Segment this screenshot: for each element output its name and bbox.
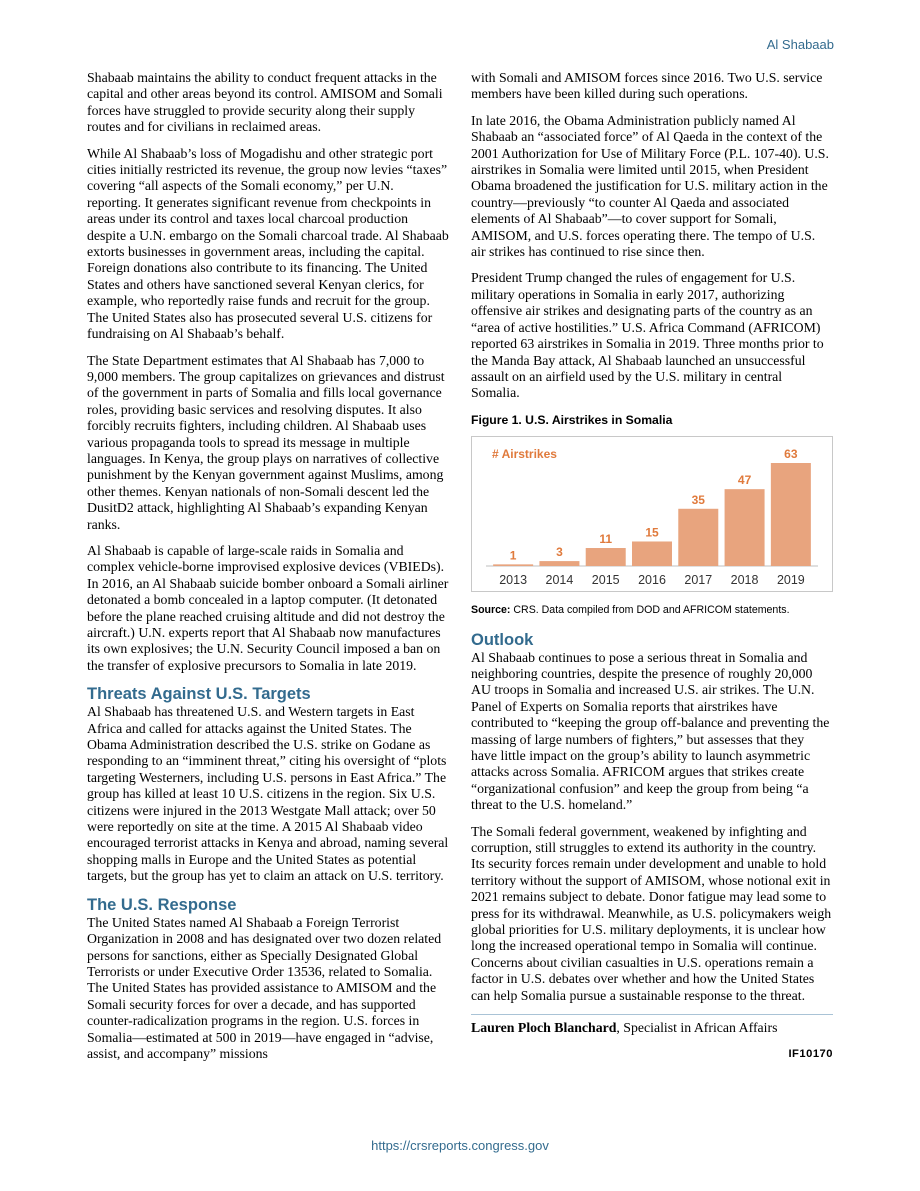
chart-svg (472, 437, 832, 591)
author-line (471, 1020, 833, 1036)
bar-2017 (678, 509, 718, 566)
x-tick-2018: 2018 (730, 573, 759, 588)
paragraph: President Trump changed the rules of engagement for U.S. military operations in Somalia in early 2017, authorizing offensive air strikes and designating parts of the country as an “area of active hostilities.” U.S. Africa Command (AFRICOM) reported 63 airstrikes in Somalia in 2019. Three months prior to the Manda Bay attack, Al Shabaab launched an unsuccessful assault on an airfield used by the U.S. military in central Somalia. (471, 270, 824, 401)
paragraph: Al Shabaab continues to pose a serious threat in Somalia and neighboring countries, despite the presence of roughly 20,000 AU troops in Somalia and increased U.S. air strikes. The U.N. Panel of Experts on Somalia reports that airstrikes have contributed to “keeping the group off-balance and preventing the massing of large numbers of fighters,” but assesses that they have little impact on the group’s ability to launch asymmetric attacks across Somalia. AFRICOM argues that strikes create “organizational confusion” and keep the group from being “a threat to the U.S. homeland.” (471, 649, 830, 813)
data-label-2015: 11 (599, 532, 613, 547)
paragraph: The Somali federal government, weakened by infighting and corruption, still struggles to extend its authority in the country. Its security forces remain under development and unable to hold territory without the support of AMISOM, whose notional exit in 2021 remains subject to debate. Donor fatigue may lead some to press for its withdrawal. Meanwhile, as U.S. policymakers weigh global priorities for U.S. military deployments, it is unclear how long the increased operational tempo in Somalia will continue. Concerns about civilian casualties in U.S. operations remain a factor in U.S. debates over whether and how the United States can help Somalia pursue a sustainable response to the threat. (471, 823, 832, 1003)
bar-2014 (539, 561, 579, 566)
product-code: IF10170 (788, 1048, 833, 1061)
bar-2018 (725, 489, 765, 566)
right-column (471, 70, 833, 1063)
x-tick-2019: 2019 (776, 573, 805, 588)
paragraph: with Somali and AMISOM forces since 2016. Two U.S. service members have been killed during such operations. (471, 70, 823, 102)
author-name: Lauren Ploch Blanchard (471, 1020, 617, 1036)
section-heading-threats: Threats Against U.S. Targets (87, 685, 311, 704)
source-text: CRS. Data compiled from DOD and AFRICOM statements. (510, 604, 790, 617)
running-title: Al Shabaab (766, 37, 834, 52)
data-label-2018: 47 (737, 473, 752, 488)
figure-title: Figure 1. U.S. Airstrikes in Somalia (471, 412, 673, 427)
section-heading-outlook: Outlook (471, 630, 534, 649)
bar-2015 (586, 548, 626, 566)
data-label-2016: 15 (645, 525, 659, 540)
x-tick-2014: 2014 (545, 573, 574, 588)
footer-url[interactable]: https://crsreports.congress.gov (371, 1138, 549, 1153)
chart-legend: # Airstrikes (492, 447, 557, 462)
x-tick-2017: 2017 (684, 573, 713, 588)
paragraph: While Al Shabaab’s loss of Mogadishu and other strategic port cities initially restricted its revenue, the group now levies “taxes” covering “all aspects of the Somali economy,” per U.N. reporting. It generates significant revenue from checkpoints in areas under its control and taxes local charcoal production despite a U.N. embargo on the Somali charcoal trade. Al Shabaab extorts businesses in government areas, including the capital. Foreign donations also contribute to its financing. The United States and others have sanctioned several Kenyan clerics, for example, who reportedly raise funds and recruit for the group. The United States also has prosecuted several U.S. citizens for fundraising on Al Shabaab’s behalf. (87, 145, 449, 342)
data-label-2014: 3 (556, 545, 563, 560)
x-tick-2016: 2016 (638, 573, 666, 588)
author-role: , Specialist in African Affairs (616, 1020, 778, 1036)
paragraph: Al Shabaab has threatened U.S. and Western targets in East Africa and called for attacks against the United States. The Obama Administration described the U.S. strike on Godane as responding to an “imminent threat,” citing his oversight of “plots targeting Westerners, including U.S. persons in East Africa.” The group has killed at least 10 U.S. citizens in the region. Six U.S. citizens were injured in the 2013 Westgate Mall attack; over 50 were reportedly on site at the time. A 2015 Al Shabaab video encouraged terrorist attacks in Kenya and abroad, naming several shopping malls in Europe and the United States as potential targets, but the group has yet to claim an attack on U.S. territory. (87, 704, 449, 884)
data-label-2013: 1 (509, 548, 517, 563)
bar-2013 (493, 564, 533, 566)
bar-2019 (771, 463, 811, 566)
x-tick-2013: 2013 (499, 573, 528, 588)
paragraph: The State Department estimates that Al Shabaab has 7,000 to 9,000 members. The group capitalizes on grievances and distrust of the government in parts of Somalia and fills local governance roles, providing basic services and resolving disputes. It also forcibly recruits fighters, including children. Al Shabaab uses various propaganda tools to spread its message in multiple languages. In Kenya, the group plays on narratives of collective punishment by the Kenyan government against Muslims, among other themes. Kenyan nationals of non-Somali descent led the DusitD2 attack, highlighting Al Shabaab’s expanding Kenyan ranks. (87, 352, 445, 532)
data-label-2019: 63 (784, 447, 798, 462)
paragraph: Al Shabaab is capable of large-scale raids in Somalia and complex vehicle-borne improvised explosive devices (VBIEDs). In 2016, an Al Shabaab suicide bomber onboard a Somali airliner detonated a bomb concealed in a laptop computer. (It detonated before the plane reached cruising altitude and did not destroy the aircraft.) U.N. experts report that Al Shabaab now manufactures its own explosives; the U.N. Security Council imposed a ban on the transfer of explosive precursors to Somalia in late 2019. (87, 542, 449, 673)
x-tick-2015: 2015 (591, 573, 620, 588)
divider (471, 1014, 833, 1015)
paragraph: In late 2016, the Obama Administration publicly named Al Shabaab an “associated force” of Al Qaeda in the context of the 2001 Authorization for Use of Military Force (P.L. 107-40). U.S. airstrikes in Somalia were limited until 2015, when President Obama broadened the justification for U.S. military action in the country—previously “to counter Al Qaeda and associated elements of Al Shabaab”—to cover support for Somali, AMISOM, and U.S. forces operating there. The tempo of U.S. air strikes has continued to rise since then. (471, 112, 829, 260)
data-label-2017: 35 (691, 492, 705, 507)
paragraph: The United States named Al Shabaab a Foreign Terrorist Organization in 2008 and has designated over two dozen related persons for sanctions, either as Specially Designated Global Terrorists or under Executive Order 13536, related to Somalia. The United States has provided assistance to AMISOM and the Somali security forces for over a decade, and has supported counter-radicalization programs in the region. U.S. forces in Somalia—estimated at 500 in 2019—have engaged in “advise, assist, and accompany” missions (87, 914, 442, 1061)
paragraph: Shabaab maintains the ability to conduct frequent attacks in the capital and other areas beyond its control. AMISOM and Somali forces have struggled to provide security along their supply routes and for civilians in reclaimed areas. (87, 70, 443, 135)
figure-source (471, 602, 833, 618)
source-label: Source: (471, 604, 511, 617)
section-heading-response: The U.S. Response (87, 895, 237, 914)
airstrikes-chart (471, 436, 833, 592)
left-column (87, 70, 449, 1072)
bar-2016 (632, 542, 672, 567)
